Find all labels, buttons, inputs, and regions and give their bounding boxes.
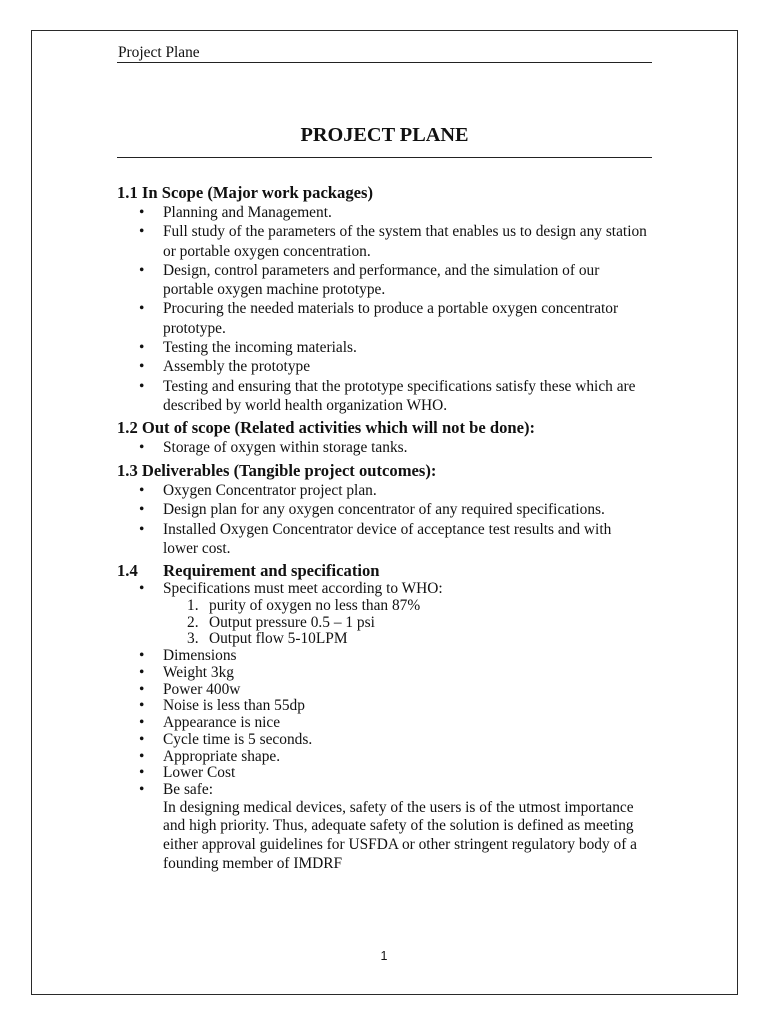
bullet-marker — [139, 765, 144, 782]
numbered-marker: 3. — [187, 630, 199, 648]
paragraph-line: and high priority. Thus, adequate safety of the solution is defined as meeting — [163, 817, 634, 835]
bullet-list — [117, 581, 662, 874]
paragraph-line: In designing medical devices, safety of the users is of the utmost importance — [163, 798, 634, 816]
numbered-item — [163, 598, 662, 615]
running-header: Project Plane — [118, 44, 200, 61]
bullet-marker — [139, 581, 144, 598]
section-out-of-scope — [117, 418, 662, 457]
paragraph-line: either approval guidelines for USFDA or other stringent regulatory body of a — [163, 836, 638, 854]
list-item-line: described by world health organization WHO. — [163, 396, 448, 414]
bullet-list — [117, 438, 662, 457]
bullet-marker — [139, 438, 144, 457]
section-number: 1.3 — [117, 461, 138, 480]
numbered-item — [163, 631, 662, 648]
list-item-line: Appearance is nice — [163, 714, 281, 731]
list-item-line: portable oxygen machine prototype. — [163, 281, 386, 299]
list-item — [117, 698, 662, 715]
bullet-list — [117, 481, 662, 558]
bullet-marker — [139, 222, 144, 241]
bullet-marker — [139, 715, 144, 732]
safety-paragraph — [163, 799, 662, 874]
list-item-line: lower cost. — [163, 539, 231, 557]
list-item — [117, 481, 662, 500]
section-heading — [117, 561, 662, 581]
list-item-line: Design, control parameters and performance, and the simulation of our — [163, 261, 600, 279]
list-item — [117, 765, 662, 782]
list-item-line: Planning and Management. — [163, 204, 332, 221]
list-item-line: or portable oxygen concentration. — [163, 242, 371, 260]
bullet-marker — [139, 261, 144, 280]
section-title: Deliverables (Tangible project outcomes): — [141, 461, 437, 480]
bullet-marker — [139, 338, 144, 357]
header-rule — [117, 62, 652, 63]
bullet-marker — [139, 749, 144, 766]
bullet-marker — [139, 299, 144, 318]
list-item — [117, 732, 662, 749]
section-heading — [117, 418, 662, 438]
bullet-marker — [139, 665, 144, 682]
bullet-marker — [139, 520, 144, 539]
bullet-marker — [139, 481, 144, 500]
section-number: 1.1 — [117, 183, 138, 202]
numbered-item-text: Output flow 5-10LPM — [209, 630, 348, 648]
list-item — [117, 261, 662, 300]
section-heading — [117, 183, 662, 203]
bullet-marker — [139, 357, 144, 376]
numbered-item — [163, 615, 662, 632]
numbered-item-text: Output pressure 0.5 – 1 psi — [209, 613, 375, 631]
list-item — [117, 682, 662, 699]
list-item — [117, 438, 662, 457]
list-item-line: Power 400w — [163, 680, 241, 698]
bullet-marker — [139, 782, 144, 799]
paragraph-line: founding member of IMDRF — [163, 854, 343, 872]
list-item-line: Cycle time is 5 seconds. — [163, 730, 313, 748]
list-item-line: Assembly the prototype — [163, 358, 311, 376]
list-item — [117, 665, 662, 682]
section-number: 1.4 — [117, 561, 138, 580]
numbered-item-text: purity of oxygen no less than 87% — [209, 596, 421, 614]
list-item-line: prototype. — [163, 319, 226, 337]
list-item-line: Storage of oxygen within storage tanks. — [163, 439, 408, 456]
list-item-line: Design plan for any oxygen concentrator of any required specifications. — [163, 501, 605, 519]
list-item — [117, 782, 662, 874]
list-item-line: Testing and ensuring that the prototype specifications satisfy these which are — [163, 377, 636, 395]
list-item-line: Noise is less than 55dp — [163, 697, 305, 715]
section-in-scope — [117, 183, 662, 415]
list-item-line: Installed Oxygen Concentrator device of acceptance test results and with — [163, 520, 612, 538]
list-item — [117, 338, 662, 357]
list-item — [117, 377, 662, 416]
section-title: In Scope (Major work packages) — [141, 183, 373, 202]
list-item-line: Weight 3kg — [163, 663, 235, 681]
section-number: 1.2 — [117, 418, 138, 437]
list-item — [117, 500, 662, 519]
numbered-list — [163, 598, 662, 648]
numbered-marker: 1. — [187, 596, 199, 614]
numbered-marker: 2. — [187, 613, 199, 631]
bullet-marker — [139, 698, 144, 715]
bullet-marker — [139, 732, 144, 749]
list-item — [117, 581, 662, 648]
title-rule — [117, 157, 652, 158]
list-item — [117, 520, 662, 559]
section-heading — [117, 461, 662, 481]
list-item-line: Testing the incoming materials. — [163, 339, 357, 357]
list-item-line: Appropriate shape. — [163, 747, 281, 765]
list-item — [117, 203, 662, 222]
list-item — [117, 222, 662, 261]
list-item-line: Dimensions — [163, 647, 237, 664]
bullet-marker — [139, 203, 144, 222]
page-title: PROJECT PLANE — [300, 124, 469, 146]
bullet-marker — [139, 377, 144, 396]
list-item — [117, 357, 662, 376]
bullet-marker — [139, 500, 144, 519]
list-item-line: Full study of the parameters of the system that enables us to design any station — [163, 223, 647, 241]
section-requirements — [117, 561, 662, 874]
list-item — [117, 648, 662, 665]
list-item — [117, 715, 662, 732]
section-title: Requirement and specification — [163, 561, 380, 580]
page-number: 1 — [380, 949, 388, 963]
list-item-line: Oxygen Concentrator project plan. — [163, 482, 377, 499]
list-item — [117, 299, 662, 338]
bullet-marker — [139, 648, 144, 665]
list-item-line: Procuring the needed materials to produce a portable oxygen concentrator — [163, 300, 619, 318]
list-item-line: Lower Cost — [163, 764, 236, 782]
section-deliverables — [117, 461, 662, 558]
list-item-line: Be safe: — [163, 781, 213, 798]
section-title: Out of scope (Related activities which will not be done): — [141, 418, 536, 437]
bullet-marker — [139, 682, 144, 699]
list-item-line: Specifications must meet according to WHO: — [163, 580, 443, 597]
bullet-list — [117, 203, 662, 415]
list-item — [117, 749, 662, 766]
